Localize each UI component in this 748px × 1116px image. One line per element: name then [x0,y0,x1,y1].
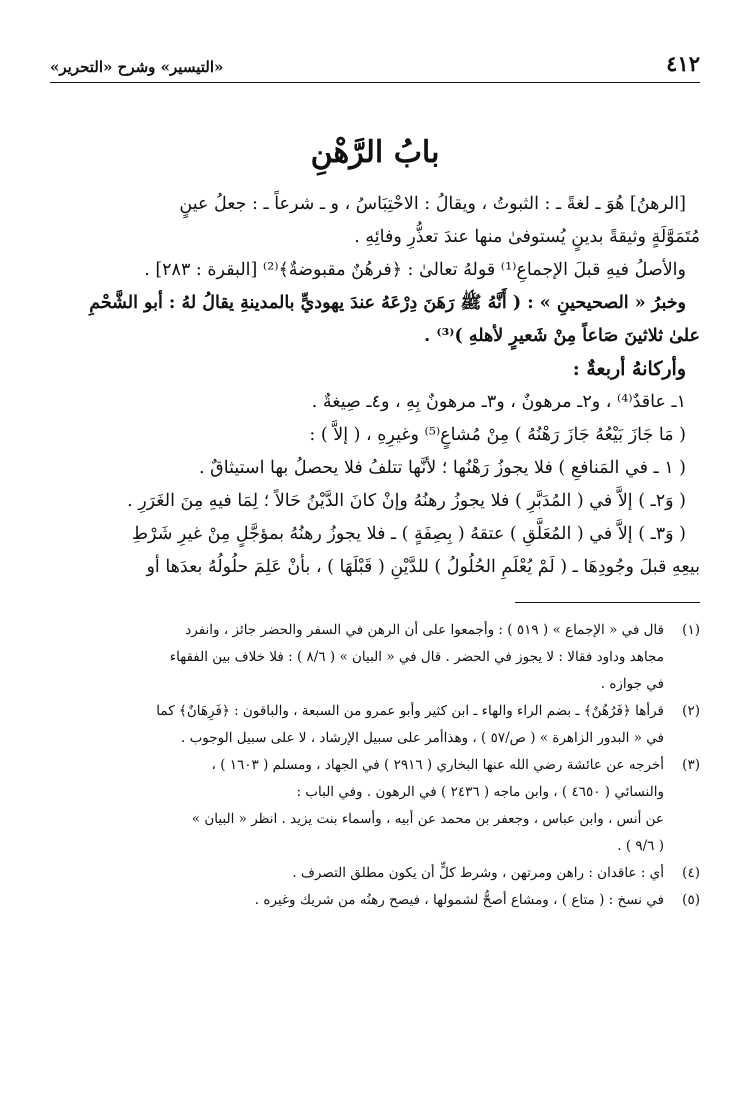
footnote [50,860,700,887]
footnote [50,752,700,860]
footnote [50,887,700,914]
footnote-line: والنسائي ( ٤٦٥٠ ) ، وابن ماجه ( ٢٤٣٦ ) في الرهون . وفي الباب : [296,784,664,800]
footnote-number: (٥) [682,892,700,908]
footnote-line: عن أنس ، وابن عباس ، وجعفر بن محمد عن أبيه ، وأسماء بنت يزيد . انظر « البيان » [191,811,664,827]
body-line: [الرهنُ] هُوَ ـ لغةً ـ : الثبوتُ ، ويقالُ : الاحْتِبَاسُ ، و ـ شرعاً ـ : جعلُ عينٍ [179,194,686,214]
main-text [50,188,700,584]
footnote-separator [515,602,700,603]
running-title: «التيسير» وشرح «التحرير» [50,58,224,76]
chapter-title: بابُ الرَّهْنِ [310,135,440,170]
footnote-number: (٣) [682,757,700,773]
footnote-line: أخرجه عن عائشة رضي الله عنها البخاري ( ٢٩١٦ ) في الجهاد ، ومسلم ( ١٦٠٣ ) ، [211,757,664,773]
footnote-number: (١) [682,622,700,638]
page-header [50,50,700,83]
footnote-line: في « البدور الزاهرة » ( ص/٥٧ ) ، وهذاأمر على سبيل الإرشاد ، لا على سبيل الوجوب . [181,730,664,746]
body-line: مُتَمَوَّلَةٍ وثيقةً بدينٍ يُستوفىٰ منها عندَ تعذُّرِ وفائِهِ . [354,227,700,247]
section-heading: وأركانهُ أربعةٌ : [572,358,686,380]
body-line: وخبرُ « الصحيحينِ » : ( أَنَّهُ ﷺ رَهَنَ دِرْعَهُ عندَ يهوديٍّ بالمدينةِ يقالُ لهُ : أبو الشَّحْمِ [89,293,686,313]
body-line: ( وَ٣ـ ) إلاَّ في ( المُعَلَّقِ ) عتقهُ ( بِصِفَةٍ ) ـ فلا يجوزُ رهنُهُ بمؤجَّلٍ مِنْ غيرِ شَرْطِ [131,524,686,544]
footnote [50,617,700,698]
body-line: ١ـ عاقدٌ⁽⁴⁾ ، و٢ـ مرهونٌ ، و٣ـ مرهونٌ بِهِ ، و٤ـ صِيغةٌ . [311,392,686,412]
footnotes [50,617,700,914]
page-number: ٤١٢ [666,51,700,76]
footnote-line: في نسخ : ( متاع ) ، ومشاع أصحُّ لشمولها ، فيصح رهنُه من شريك وغيره . [254,892,664,908]
footnote-number: (٢) [682,703,700,719]
body-line: ( ١ ـ في المَنافعِ ) فلا يجوزُ رَهْنُها ؛ لأنَّها تتلفُ فلا يحصلُ بها استيثاقٌ . [199,458,686,478]
footnote-line: قال في « الإجماع » ( ٥١٩ ) : وأجمعوا على أن الرهن في السفر والحضر جائز ، وانفرد [185,622,664,638]
footnote-line: مجاهد وداود فقالا : لا يجوز في الحضر . قال في « البيان » ( ٨/٦ ) : فلا خلاف بين الفقهاء [169,649,664,665]
body-line: والأصلُ فيهِ قبلَ الإجماعِ⁽¹⁾ قولهُ تعالىٰ : ﴿فرهُنٌ مقبوضةٌ﴾⁽²⁾ [البقرة : ٢٨٣] . [144,260,686,280]
footnote-line: في جوازه . [600,676,664,692]
body-line: ( وَ٢ـ ) إلاَّ في ( المُدَبَّرِ ) فلا يجوزُ رهنُهُ وإنْ كانَ الدَّيْنُ حَالاً ؛ لِمَا فيهِ مِنَ الغَرَرِ . [127,491,686,511]
body-line: علىٰ ثلاثينَ صَاعاً مِنْ شَعيرٍ لأهلهِ )⁽³⁾ . [424,326,700,346]
book-page [50,50,700,914]
footnote-line: أي : عاقدان : راهن ومرتهن ، وشرط كلٍّ أن يكون مطلق التصرف . [292,865,664,881]
footnote [50,698,700,752]
footnote-line: ( ٩/٦ ) . [617,838,664,854]
footnote-number: (٤) [682,865,700,881]
body-line: بيعِهِ قبلَ وجُودِهَا ـ ( لَمْ يُعْلَمِ الحُلُولُ ) للدَّيْنِ ( قَبْلَهَا ) ، بأنْ عَلِمَ حلُولُهُ بعدَها أو [146,557,700,577]
body-line: ( مَا جَازَ بَيْعُهُ جَازَ رَهْنُهُ ) مِنْ مُشاعٍ⁽⁵⁾ وغيرِهِ ، ( إلاَّ ) : [309,425,686,445]
footnote-line: قرأها ﴿فَرُهُنٌ﴾ ـ بضم الراء والهاء ـ ابن كثير وأبو عمرو من السبعة ، والباقون : ﴿فَرِهَانٌ﴾ كما [156,703,664,719]
